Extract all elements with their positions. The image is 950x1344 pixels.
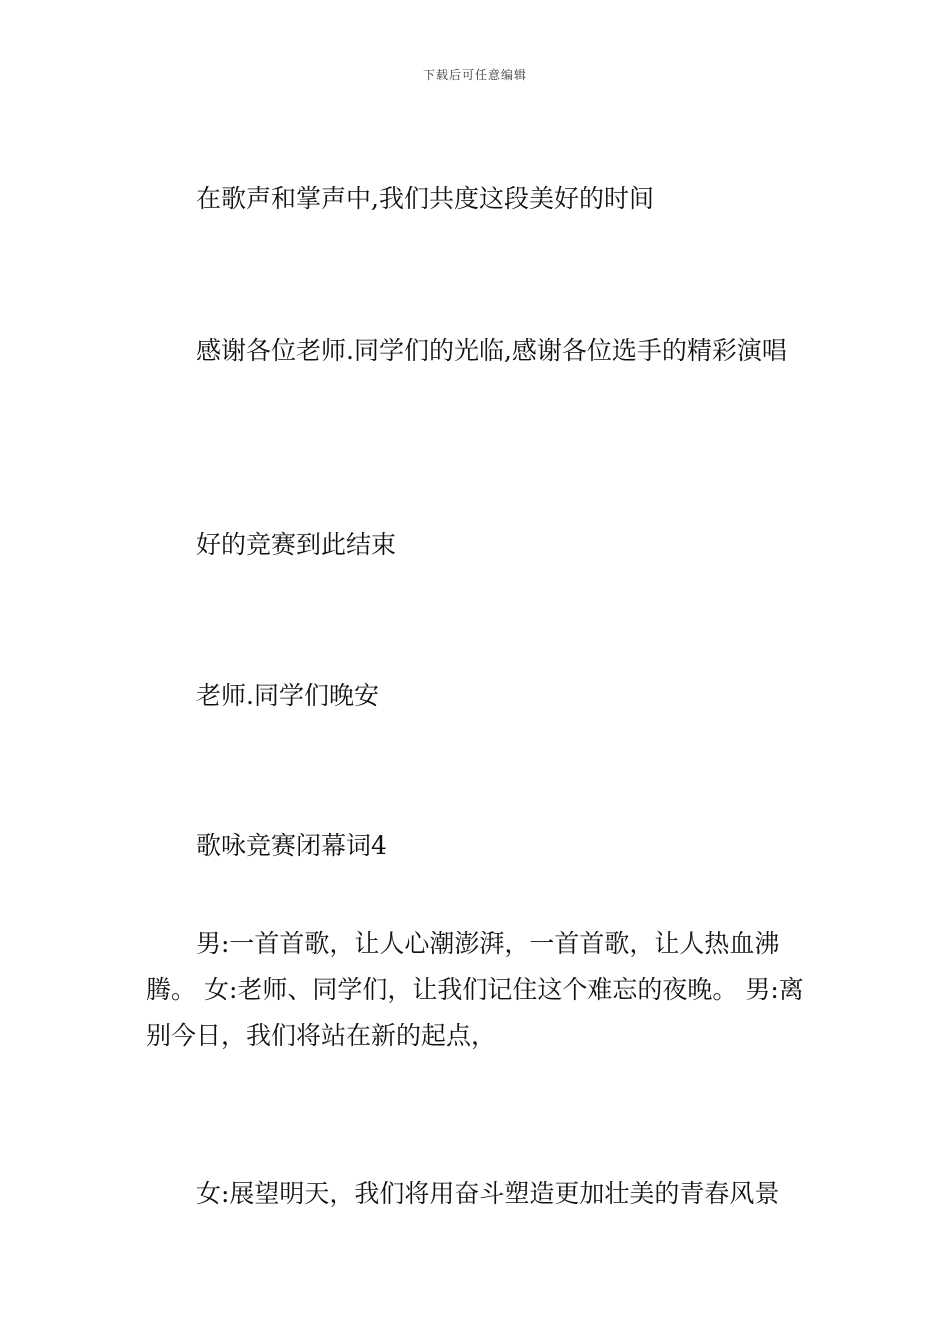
paragraph-dialogue: 男:一首首歌，让人心潮澎湃，一首首歌，让人热血沸腾。 女:老师、同学们，让我们记住这个难忘的夜晚。 男:离别今日，我们将站在新的起点， <box>146 929 804 1050</box>
paragraph-contest-end: 好的竞赛到此结束 <box>196 530 397 559</box>
paragraph-future: 女:展望明天，我们将用奋斗塑造更加壮美的青春风景 <box>196 1179 780 1208</box>
paragraph-closing-song: 在歌声和掌声中,我们共度这段美好的时间 <box>196 184 654 213</box>
page-header: 下载后可任意编辑 <box>422 68 527 82</box>
paragraph-thanks: 感谢各位老师.同学们的光临,感谢各位选手的精彩演唱 <box>196 336 787 365</box>
paragraph-good-night: 老师.同学们晚安 <box>196 681 379 710</box>
section-title: 歌咏竞赛闭幕词4 <box>196 831 387 860</box>
